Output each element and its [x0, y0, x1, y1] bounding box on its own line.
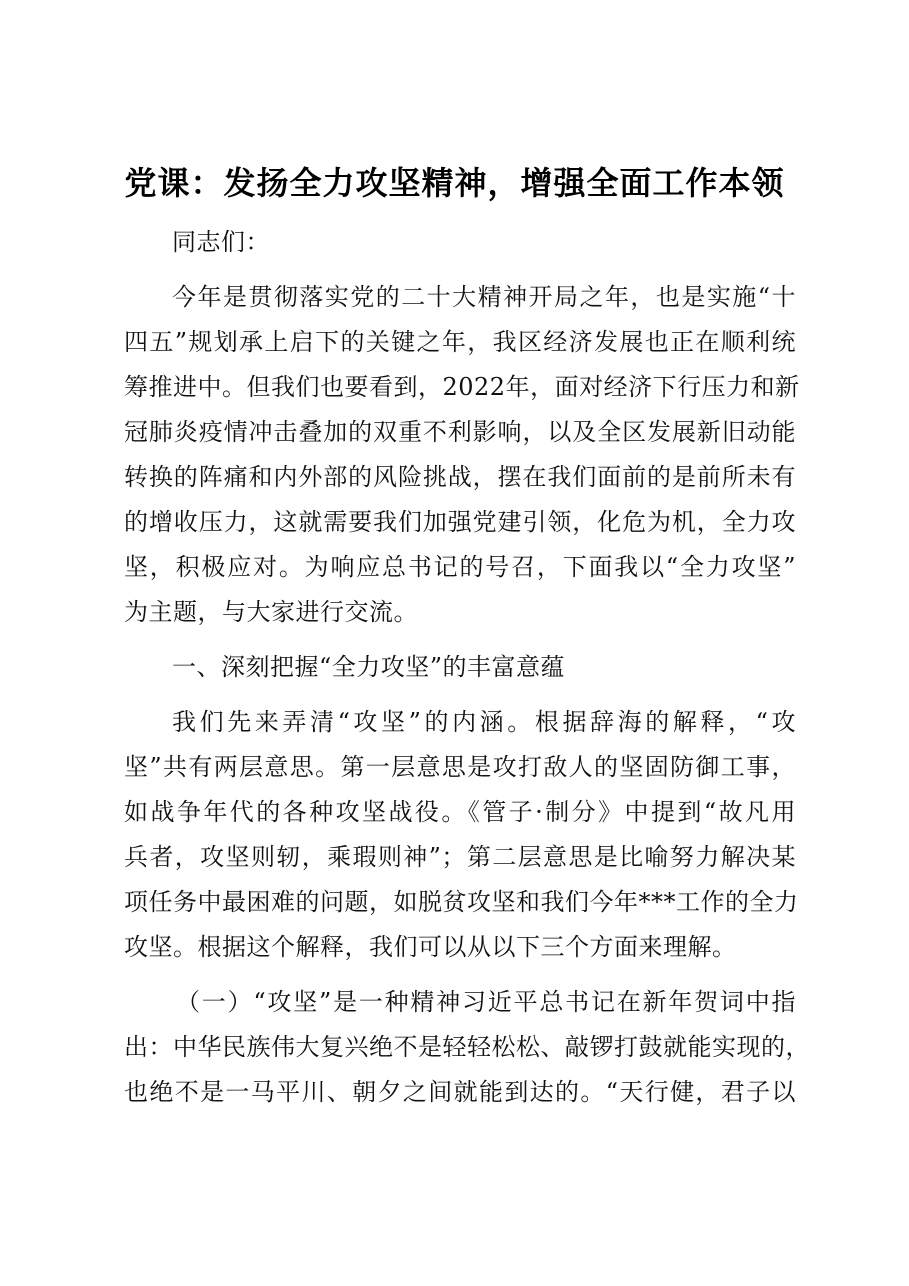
paragraph-line: 的增收压力，这就需要我们加强党建引领，化危为机，全力攻	[124, 508, 796, 536]
paragraph-line: 如战争年代的各种攻坚战役。《管子·制分》中提到“故凡用	[124, 798, 796, 826]
paragraph-line: 我们先来弄清“攻坚”的内涵。根据辞海的解释，“攻	[172, 708, 796, 736]
paragraph-line: 项任务中最困难的问题，如脱贫攻坚和我们今年***工作的全力	[124, 888, 799, 916]
greeting-line: 同志们：	[172, 228, 270, 256]
paragraph-line: 为主题，与大家进行交流。	[124, 598, 418, 626]
document-title: 党课：发扬全力攻坚精神，增强全面工作本领	[124, 164, 785, 202]
paragraph-line: 筹推进中。但我们也要看到，2022年，面对经济下行压力和新	[124, 373, 800, 401]
paragraph-line: 转换的阵痛和内外部的风险挑战，摆在我们面前的是前所未有	[124, 463, 796, 491]
paragraph-line: 今年是贯彻落实党的二十大精神开局之年，也是实施“十	[172, 283, 796, 311]
paragraph-line: 也绝不是一马平川、朝夕之间就能到达的。“天行健，君子以	[124, 1078, 796, 1106]
paragraph-line: 兵者，攻坚则轫，乘瑕则神”；第二层意思是比喻努力解决某	[124, 843, 796, 871]
paragraph-line: 四五”规划承上启下的关键之年，我区经济发展也正在顺利统	[124, 328, 796, 356]
paragraph-line: 出：中华民族伟大复兴绝不是轻轻松松、敲锣打鼓就能实现的，	[124, 1033, 810, 1061]
paragraph-line: 坚”共有两层意思。第一层意思是攻打敌人的坚固防御工事，	[124, 753, 796, 781]
paragraph-line: 坚，积极应对。为响应总书记的号召，下面我以“全力攻坚”	[124, 553, 796, 581]
section-heading: 一、深刻把握“全力攻坚”的丰富意蕴	[172, 653, 566, 681]
subsection-line: （一）“攻坚”是一种精神习近平总书记在新年贺词中指	[176, 988, 796, 1016]
paragraph-line: 攻坚。根据这个解释，我们可以从以下三个方面来理解。	[124, 933, 737, 961]
paragraph-line: 冠肺炎疫情冲击叠加的双重不利影响，以及全区发展新旧动能	[124, 418, 796, 446]
